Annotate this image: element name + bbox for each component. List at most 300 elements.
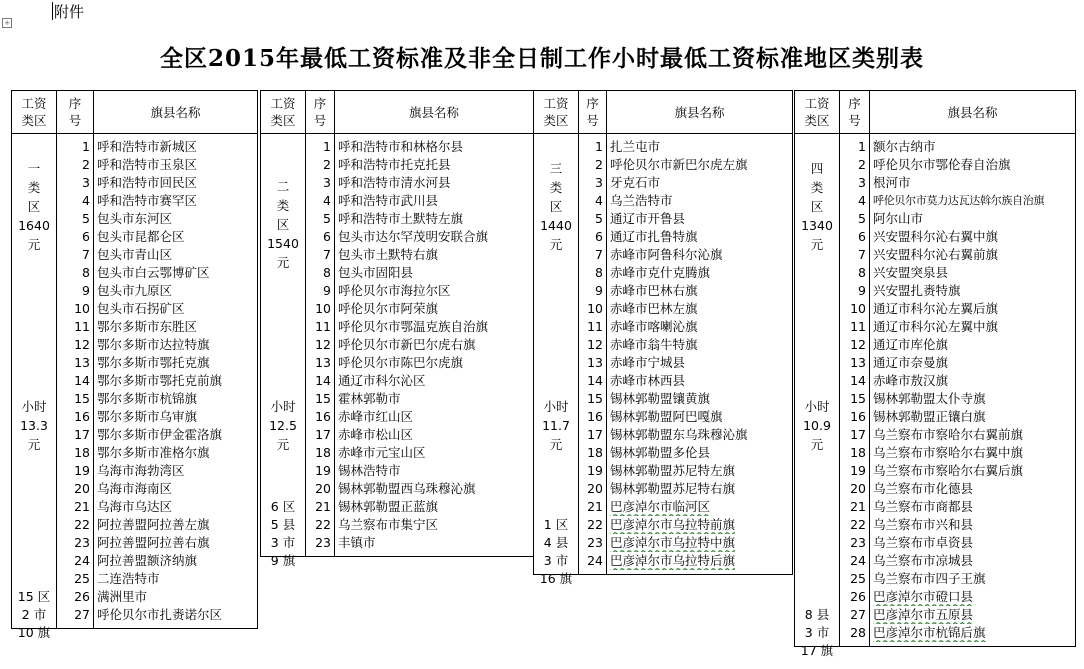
row-number: 6 [595,229,603,244]
row-number: 24 [850,553,866,568]
row-number: 15 [315,391,331,406]
row-number: 4 [858,193,866,208]
hourly-rate-text: 10.9 [803,418,831,433]
row-number: 7 [595,247,603,262]
row-number: 5 [323,211,331,226]
county-name: 包头市固阳县 [338,265,414,280]
class-text: 区 [549,199,563,214]
header-number [840,91,870,134]
row-number: 9 [595,283,603,298]
count-text: 3 市 [543,553,569,568]
attachment-text: 附件 [54,3,85,21]
class-column [261,134,306,568]
class-text: 类 [810,180,824,195]
county-name: 通辽市科尔沁左翼后旗 [873,301,999,316]
row-number: 5 [858,211,866,226]
row-number: 23 [587,535,603,550]
name-column [607,134,793,575]
row-number: 13 [315,355,331,370]
header-number-line: 号 [68,113,82,128]
count-text: 10 旗 [17,625,51,640]
class-text: 元 [810,237,824,252]
count-text: 5 县 [270,517,296,532]
row-number: 26 [850,589,866,604]
county-name: 巴彦淖尔市磴口县 [873,589,974,604]
header-class-line: 类区 [804,113,830,128]
row-number: 2 [82,157,90,172]
class-text: 1640 [18,218,50,233]
class-text: 元 [549,237,563,252]
header-class [534,91,579,134]
county-name: 霍林郭勒市 [338,391,401,406]
county-name: 兴安盟扎赉特旗 [873,283,961,298]
hourly-rate-text: 元 [276,437,290,452]
county-name: 乌兰察布市凉城县 [873,553,974,568]
header-number [57,91,94,134]
county-name: 锡林浩特市 [338,463,401,478]
row-number: 20 [850,481,866,496]
county-name: 呼伦贝尔市莫力达瓦达斡尔族自治旗 [873,194,1045,207]
county-name: 呼和浩特市回民区 [97,175,198,190]
count-text: 6 区 [270,499,296,514]
wage-table-1 [11,90,258,640]
county-name: 呼和浩特市托克托县 [338,157,451,172]
class-column [534,134,579,586]
body-row [534,134,793,575]
county-name: 赤峰市元宝山区 [338,445,426,460]
header-number-line: 序 [848,96,861,111]
county-name: 乌兰察布市察哈尔右翼中旗 [873,445,1024,460]
county-name: 通辽市科尔沁左翼中旗 [873,319,999,334]
county-name: 乌海市海南区 [97,481,173,496]
row-number: 3 [858,175,866,190]
class-text: 三 [549,161,563,176]
row-number: 16 [587,409,603,424]
hourly-rate-text: 元 [549,437,563,452]
county-name: 包头市九原区 [97,283,173,298]
row-number: 21 [74,499,90,514]
text-cursor [52,2,53,20]
county-name: 兴安盟突泉县 [873,265,949,280]
county-name: 巴彦淖尔市临河区 [610,499,711,514]
header-row [12,91,258,134]
header-number-line: 序 [68,96,82,111]
header-name: 旗县名称 [870,91,1076,134]
row-number: 14 [850,373,866,388]
county-name: 阿拉善盟阿拉善左旗 [97,517,210,532]
county-name: 通辽市开鲁县 [610,211,686,226]
county-name: 鄂尔多斯市杭锦旗 [97,391,198,406]
number-column [579,134,607,575]
class-text: 1540 [267,236,299,251]
row-number: 6 [323,229,331,244]
row-number: 22 [315,517,331,532]
county-name: 兴安盟科尔沁右翼前旗 [873,247,999,262]
row-number: 12 [850,337,866,352]
county-name: 乌兰察布市四子王旗 [873,571,986,586]
class-column [12,134,57,640]
county-name: 鄂尔多斯市达拉特旗 [97,337,210,352]
row-number: 12 [74,337,90,352]
number-column [840,134,870,647]
county-name: 锡林郭勒盟东乌珠穆沁旗 [610,427,748,442]
class-text: 区 [810,199,824,214]
county-name: 呼伦贝尔市阿荣旗 [338,301,439,316]
row-number: 13 [587,355,603,370]
hourly-rate-text: 小时 [804,399,830,414]
county-name: 锡林郭勒盟西乌珠穆沁旗 [338,481,476,496]
county-name: 乌海市乌达区 [97,499,173,514]
row-number: 1 [858,139,866,154]
row-number: 10 [74,301,90,316]
header-number-line: 序 [313,96,327,111]
row-number: 28 [850,625,866,640]
count-text: 3 市 [270,535,296,550]
row-number: 18 [587,445,603,460]
class-text: 1340 [801,218,833,233]
row-number: 12 [587,337,603,352]
row-number: 15 [850,391,866,406]
header-class-line: 类区 [270,113,296,128]
county-name: 额尔古纳市 [873,139,936,154]
header-row [261,91,534,134]
county-name: 通辽市库伦旗 [873,337,949,352]
row-number: 16 [850,409,866,424]
row-number: 9 [858,283,866,298]
header-number [306,91,335,134]
county-name: 赤峰市翁牛特旗 [610,337,698,352]
class-text: 类 [276,198,290,213]
county-name: 乌兰察布市商都县 [873,499,974,514]
header-number-line: 序 [586,96,599,111]
county-name: 乌兰察布市察哈尔右翼后旗 [873,463,1024,478]
county-name: 赤峰市红山区 [338,409,414,424]
row-number: 26 [74,589,90,604]
county-name: 巴彦淖尔市乌拉特后旗 [610,553,736,568]
row-number: 7 [82,247,90,262]
count-text: 15 区 [17,589,51,604]
count-text: 8 县 [804,607,830,622]
county-name: 呼伦贝尔市鄂温克族自治旗 [338,319,489,334]
hourly-rate-text: 小时 [270,399,296,414]
county-name: 锡林郭勒盟正蓝旗 [338,499,439,514]
row-number: 4 [323,193,331,208]
row-number: 16 [315,409,331,424]
header-class-line: 工资 [270,96,296,111]
county-name: 鄂尔多斯市鄂托克旗 [97,355,210,370]
row-number: 8 [82,265,90,280]
county-name: 锡林郭勒盟阿巴嘎旗 [610,409,723,424]
row-number: 18 [850,445,866,460]
county-name: 呼和浩特市土默特左旗 [338,211,464,226]
row-number: 19 [587,463,603,478]
county-name: 鄂尔多斯市鄂托克前旗 [97,373,223,388]
county-name: 呼伦贝尔市海拉尔区 [338,283,451,298]
county-name: 包头市达尔罕茂明安联合旗 [338,229,489,244]
name-column [870,134,1076,647]
count-text: 16 旗 [539,571,573,586]
county-name: 乌兰察布市集宁区 [338,517,439,532]
row-number: 5 [595,211,603,226]
row-number: 3 [323,175,331,190]
row-number: 20 [315,481,331,496]
class-text: 元 [276,255,290,270]
body-row [261,134,534,557]
class-text: 区 [27,199,41,214]
row-number: 6 [82,229,90,244]
row-number: 24 [74,553,90,568]
row-number: 11 [315,319,331,334]
county-name: 阿拉善盟阿拉善右旗 [97,535,210,550]
row-number: 2 [858,157,866,172]
county-name: 锡林郭勒盟苏尼特左旗 [610,463,736,478]
row-number: 20 [74,481,90,496]
row-number: 1 [595,139,603,154]
hourly-rate-text: 小时 [543,399,569,414]
row-number: 7 [323,247,331,262]
county-name: 呼和浩特市玉泉区 [97,157,198,172]
county-name: 呼和浩特市新城区 [97,139,198,154]
row-number: 25 [74,571,90,586]
county-name: 巴彦淖尔市五原县 [873,607,974,622]
county-name: 包头市石拐矿区 [97,301,185,316]
row-number: 23 [74,535,90,550]
county-name: 鄂尔多斯市伊金霍洛旗 [97,427,223,442]
county-name: 包头市白云鄂博矿区 [97,265,210,280]
row-number: 1 [323,139,331,154]
header-number-line: 号 [313,113,327,128]
row-number: 10 [850,301,866,316]
county-name: 通辽市科尔沁区 [338,373,426,388]
county-name: 锡林郭勒盟正镶白旗 [873,409,986,424]
county-name: 乌兰察布市卓资县 [873,535,974,550]
row-number: 14 [587,373,603,388]
header-class [12,91,57,134]
row-number: 2 [595,157,603,172]
county-name: 呼和浩特市赛罕区 [97,193,198,208]
attachment-label [52,2,84,22]
header-row [795,91,1076,134]
row-number: 19 [315,463,331,478]
name-column [335,134,534,557]
header-class-line: 工资 [804,96,830,111]
row-number: 17 [850,427,866,442]
body-row [795,134,1076,647]
count-text: 9 旗 [270,553,296,568]
row-number: 11 [850,319,866,334]
row-number: 14 [315,373,331,388]
county-name: 丰镇市 [338,535,376,550]
row-number: 8 [858,265,866,280]
row-number: 16 [74,409,90,424]
header-number-line: 号 [586,113,599,128]
county-name: 赤峰市林西县 [610,373,686,388]
row-number: 23 [315,535,331,550]
table-move-handle-icon[interactable]: + [2,18,12,28]
header-class-line: 工资 [21,96,47,111]
row-number: 14 [74,373,90,388]
header-name: 旗县名称 [607,91,793,134]
county-name: 呼伦贝尔市扎赉诺尔区 [97,607,223,622]
class-text: 元 [27,237,41,252]
wage-table-2 [260,90,534,568]
county-name: 乌海市海勃湾区 [97,463,185,478]
county-name: 呼和浩特市武川县 [338,193,439,208]
row-number: 20 [587,481,603,496]
header-class-line: 类区 [543,113,569,128]
header-class-line: 类区 [21,113,47,128]
row-number: 18 [315,445,331,460]
county-name: 赤峰市阿鲁科尔沁旗 [610,247,723,262]
hourly-rate-text: 元 [810,437,824,452]
header-number-line: 号 [848,113,861,128]
county-name: 赤峰市克什克腾旗 [610,265,711,280]
count-text: 3 市 [804,625,830,640]
row-number: 9 [323,283,331,298]
hourly-rate-text: 11.7 [542,418,570,433]
header-class [261,91,306,134]
header-name: 旗县名称 [335,91,534,134]
header-number [579,91,607,134]
county-name: 包头市青山区 [97,247,173,262]
row-number: 7 [858,247,866,262]
body-row [12,134,258,629]
county-name: 扎兰屯市 [610,139,661,154]
document-title: 全区2015年最低工资标准及非全日制工作小时最低工资标准地区类别表 [159,45,924,72]
name-column [94,134,258,629]
row-number: 5 [82,211,90,226]
number-column [57,134,94,629]
county-name: 鄂尔多斯市东胜区 [97,319,198,334]
county-name: 兴安盟科尔沁右翼中旗 [873,229,999,244]
county-name: 呼伦贝尔市陈巴尔虎旗 [338,355,464,370]
county-name: 满洲里市 [97,589,148,604]
county-name: 通辽市奈曼旗 [873,355,949,370]
row-number: 22 [850,517,866,532]
county-name: 根河市 [873,175,911,190]
row-number: 21 [850,499,866,514]
county-name: 赤峰市松山区 [338,427,414,442]
header-class [795,91,840,134]
row-number: 8 [595,265,603,280]
row-number: 17 [315,427,331,442]
header-class-line: 工资 [543,96,569,111]
hourly-rate-text: 元 [27,437,41,452]
class-text: 区 [276,217,290,232]
row-number: 4 [82,193,90,208]
row-number: 13 [74,355,90,370]
row-number: 3 [595,175,603,190]
row-number: 19 [74,463,90,478]
count-text: 2 市 [21,607,47,622]
number-column [306,134,335,557]
row-number: 21 [315,499,331,514]
county-name: 通辽市扎鲁特旗 [610,229,698,244]
county-name: 乌兰察布市化德县 [873,481,974,496]
row-number: 24 [587,553,603,568]
county-name: 赤峰市喀喇沁旗 [610,319,698,334]
county-name: 乌兰察布市兴和县 [873,517,974,532]
row-number: 22 [587,517,603,532]
county-name: 呼伦贝尔市鄂伦春自治旗 [873,157,1011,172]
county-name: 牙克石市 [610,175,661,190]
row-number: 15 [74,391,90,406]
class-text: 一 [27,161,41,176]
county-name: 赤峰市宁城县 [610,355,686,370]
county-name: 锡林郭勒盟苏尼特右旗 [610,481,736,496]
class-column [795,134,840,658]
count-text: 17 旗 [800,643,834,658]
class-text: 四 [810,161,824,176]
row-number: 11 [74,319,90,334]
row-number: 21 [587,499,603,514]
county-name: 包头市土默特右旗 [338,247,439,262]
county-name: 乌兰察布市察哈尔右翼前旗 [873,427,1024,442]
row-number: 12 [315,337,331,352]
county-name: 呼和浩特市和林格尔县 [338,139,464,154]
wage-table-4 [794,90,1076,658]
row-number: 4 [595,193,603,208]
class-text: 二 [276,179,290,194]
hourly-rate-text: 小时 [21,399,47,414]
class-text: 类 [27,180,41,195]
hourly-rate-text: 12.5 [269,418,297,433]
county-name: 二连浩特市 [97,571,160,586]
county-name: 阿拉善盟额济纳旗 [97,553,198,568]
county-name: 呼伦贝尔市新巴尔虎左旗 [610,157,748,172]
county-name: 鄂尔多斯市乌审旗 [97,409,198,424]
county-name: 包头市昆都仑区 [97,229,185,244]
row-number: 10 [315,301,331,316]
county-name: 巴彦淖尔市乌拉特中旗 [610,535,736,550]
county-name: 赤峰市巴林右旗 [610,283,698,298]
county-name: 鄂尔多斯市准格尔旗 [97,445,210,460]
row-number: 15 [587,391,603,406]
row-number: 25 [850,571,866,586]
row-number: 1 [82,139,90,154]
county-name: 阿尔山市 [873,211,924,226]
row-number: 3 [82,175,90,190]
count-text: 4 县 [543,535,569,550]
county-name: 巴彦淖尔市乌拉特前旗 [610,517,736,532]
row-number: 23 [850,535,866,550]
wage-table-3 [533,90,793,586]
row-number: 9 [82,283,90,298]
county-name: 乌兰浩特市 [610,193,673,208]
row-number: 11 [587,319,603,334]
county-name: 锡林郭勒盟太仆寺旗 [873,391,986,406]
county-name: 巴彦淖尔市杭锦后旗 [873,625,986,640]
county-name: 赤峰市巴林左旗 [610,301,698,316]
county-name: 呼和浩特市清水河县 [338,175,451,190]
row-number: 22 [74,517,90,532]
row-number: 6 [858,229,866,244]
row-number: 27 [74,607,90,622]
row-number: 2 [323,157,331,172]
row-number: 18 [74,445,90,460]
row-number: 27 [850,607,866,622]
row-number: 17 [74,427,90,442]
class-text: 1440 [540,218,572,233]
row-number: 8 [323,265,331,280]
row-number: 10 [587,301,603,316]
county-name: 锡林郭勒盟镶黄旗 [610,391,711,406]
county-name: 锡林郭勒盟多伦县 [610,445,711,460]
count-text: 1 区 [543,517,569,532]
row-number: 19 [850,463,866,478]
row-number: 13 [850,355,866,370]
county-name: 赤峰市敖汉旗 [873,373,949,388]
